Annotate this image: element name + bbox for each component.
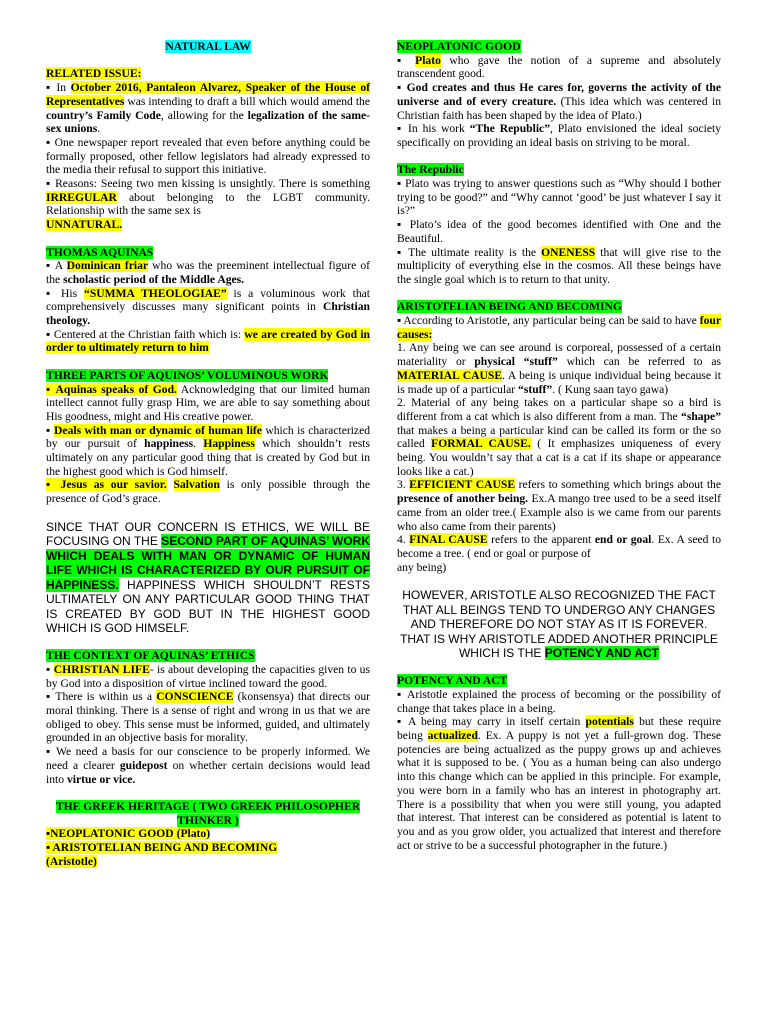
potency-heading: POTENCY AND ACT	[397, 674, 508, 688]
aristotelian-heading: ARISTOTELIAN BEING AND BECOMING	[397, 300, 622, 314]
however-note: HOWEVER, ARISTOTLE ALSO RECOGNIZED THE FACT THAT ALL BEINGS TEND TO UNDERGO ANY CHANGES AND THEREFORE DO NOT STAY AS IT IS FOREVER. THAT IS WHY ARISTOTLE ADDED ANOTHER PRINCIPLE WHICH IS THE POTENCY AND ACT	[400, 588, 718, 661]
context-heading: THE CONTEXT OF AQUINAS’ ETHICS	[46, 649, 255, 663]
cause-2-formal: 2. Material of any being takes on a particular shape so a bird is different from a cat which is also different from a man. The “shape” that makes a being a particular kind can be called its form or the so called FORMAL CAUSE. ( It emphasizes uniqueness of every being. You wouldn’t say that a cat is a cat if its shape or appearance looks like a cat.)	[397, 396, 721, 478]
potency-point-2: ▪ A being may carry in itself certain potentials but these require being actualized. Ex. A puppy is not yet a full-grown dog. These potencies are being actualized as the puppy grows up and achieves what it is supposed to be. ( You as a human being can also undergo into this change which can be applied in this principle. For example, you were born in a family who has an interest in photography art. There is a possibility that when you were still young, you adapted that interest. That interest can be considered as potential is latent to you and as you grow older, you actualized that interest and therefore act or strive to be a successful photographer in the future.)	[397, 715, 721, 852]
related-issue-point-3: ▪ Reasons: Seeing two men kissing is unsightly. There is something IRREGULAR about belonging to the LGBT community. Relationship with the same sex is	[46, 177, 370, 218]
aquinas-point-1: ▪ A Dominican friar who was the preeminent intellectual figure of the scholastic period of the Middle Ages.	[46, 259, 370, 286]
greek-item-aristotelian: ▪ ARISTOTELIAN BEING AND BECOMING (Aristotle)	[46, 841, 278, 868]
cause-4-final: 4. FINAL CAUSE refers to the apparent end or goal. Ex. A seed to become a tree. ( end or goal or purpose of any being)	[397, 533, 722, 574]
context-point-2: ▪ There is within us a CONSCIENCE (konsensya) that directs our moral thinking. There is a sense of right and wrong in us that we are obliged to obey. This sense must be informed, guided, and ultimately grounded in an objective basis for morality.	[46, 690, 371, 745]
related-issue-point-2: ▪ One newspaper report revealed that even before anything could be formally proposed, other fellow legislators had already expressed to the media their refusal to support this initiative.	[46, 135, 370, 177]
three-parts-point-2: ▪ Deals with man or dynamic of human life which is characterized by our pursuit of happiness. Happiness which shouldn’t rests ultimately on any particular good thing that is created by God but in the highest good which is God himself.	[46, 423, 371, 478]
greek-item-neoplatonic: ▪NEOPLATONIC GOOD (Plato)	[46, 827, 211, 841]
three-parts-point-1: ▪ Aquinas speaks of God. Acknowledging that our limited human intellect cannot fully grasp Him, we are able to say something about His goodness, might and His creative power.	[46, 382, 371, 423]
greek-heritage-heading: THE GREEK HERITAGE ( TWO GREEK PHILOSOPHER THINKER )	[55, 799, 361, 827]
republic-point-1: ▪ Plato was trying to answer questions such as “Why should I bother trying to be good?” and “Why cannot ‘good’ be just whatever I say it is?”	[397, 177, 721, 218]
context-point-1: ▪ CHRISTIAN LIFE- is about developing the capacities given to us by God into a disposition of virtue inclined toward the good.	[46, 662, 370, 690]
thomas-aquinas-heading: THOMAS AQUINAS	[46, 245, 154, 259]
page-title: NATURAL LAW	[165, 40, 251, 53]
neo-point-2: ▪ God creates and thus He cares for, governs the activity of the universe and of every creature. (This idea which was centered in Christian faith has been shaped by the idea of Plato.)	[397, 81, 721, 122]
republic-point-3: ▪ The ultimate reality is the ONENESS that will give rise to the multiplicity of everything else in the cosmos. All these beings have the single goal which is to return to that unity.	[397, 245, 721, 286]
cause-3-efficient: 3. EFFICIENT CAUSE refers to something which brings about the presence of another being. Ex.A mango tree used to be a seed itself came from an older tree.( Example also is we came from our parents who also came from their parents)	[397, 478, 722, 533]
ethics-focus-note: SINCE THAT OUR CONCERN IS ETHICS, WE WILL BE FOCUSING ON THE SECOND PART OF AQUINAS’ WORK WHICH DEALS WITH MAN OR DYNAMIC OF HUMAN LIFE WHICH IS CHARACTERIZED BY OUR PURSUIT OF HAPPINESS. HAPPINESS WHICH SHOULDN’T RESTS ULTIMATELY ON ANY PARTICULAR GOOD THING THAT IS CREATED BY GOD BUT IN THE HIGHEST GOOD WHICH IS GOD HIMSELF.	[46, 519, 371, 636]
related-issue-unnatural: UNNATURAL.	[46, 218, 123, 232]
aquinas-point-2: ▪ His “SUMMA THEOLOGIAE” is a voluminous work that comprehensively discusses many significant points in Christian theology.	[46, 286, 370, 328]
republic-heading: The Republic	[397, 163, 464, 177]
three-parts-point-3: ▪ Jesus as our savior. Salvation is only possible through the presence of God’s grace.	[46, 478, 371, 506]
right-column	[397, 40, 721, 852]
neoplatonic-heading: NEOPLATONIC GOOD	[397, 40, 521, 53]
three-parts-heading: THREE PARTS OF AQUINOS’ VOLUMINOUS WORK	[46, 368, 329, 382]
related-issue-heading: RELATED ISSUE:	[46, 67, 142, 81]
left-column	[46, 40, 370, 868]
cause-1-material: 1. Any being we can see around is corporeal, possessed of a certain materiality or physical “stuff” which can be referred to as MATERIAL CAUSE. A being is unique individual being because it is made up of a particular “stuff”. ( Kung saan tayo gawa)	[397, 341, 721, 396]
context-point-3: ▪ We need a basis for our conscience to be properly informed. We need a clearer guidepost on whether certain decisions would lead into virtue or vice.	[46, 745, 370, 786]
neo-point-1: ▪ Plato who gave the notion of a supreme and absolutely transcendent good.	[397, 53, 721, 81]
aristotle-intro: ▪ According to Aristotle, any particular being can be said to have four causes:	[397, 314, 721, 341]
potency-point-1: ▪ Aristotle explained the process of becoming or the possibility of change that takes place in a being.	[397, 687, 721, 715]
aquinas-point-3: ▪ Centered at the Christian faith which is: we are created by God in order to ultimately return to him	[46, 327, 370, 355]
related-issue-point-1: ▪ In October 2016, Pantaleon Alvarez, Speaker of the House of Representatives was intending to draft a bill which would amend the country’s Family Code, allowing for the legalization of the same-sex unions.	[46, 81, 371, 136]
neo-point-3: ▪ In his work “The Republic”, Plato envisioned the ideal society specifically on providing an ideal basis on striving to be moral.	[397, 122, 721, 149]
republic-point-2: ▪ Plato’s idea of the good becomes identified with One and the Beautiful.	[397, 218, 721, 245]
